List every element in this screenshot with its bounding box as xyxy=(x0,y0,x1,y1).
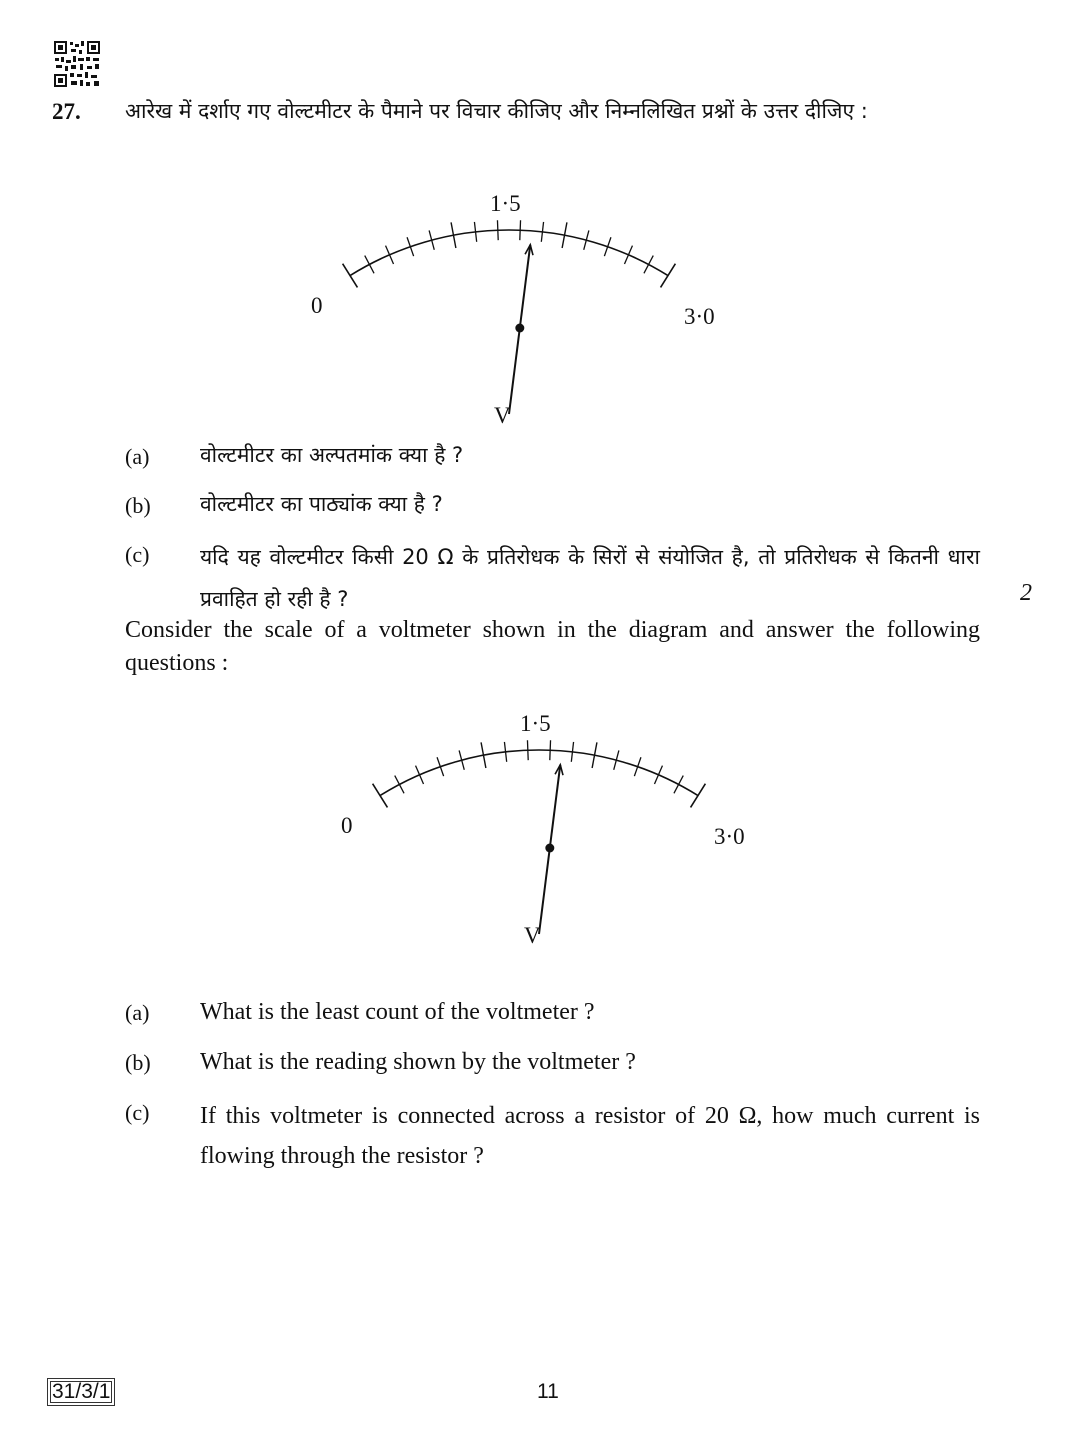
scale-arc xyxy=(350,230,668,276)
voltmeter-scale xyxy=(343,220,676,287)
question-intro-hindi: आरेख में दर्शाए गए वोल्टमीटर के पैमाने पर विचार कीजिए और निम्नलिखित प्रश्नों के उत्तर दीजिए : xyxy=(125,99,868,123)
scale-tick xyxy=(416,766,424,784)
question-number: 27. xyxy=(52,99,81,124)
question-item-a-hindi: वोल्टमीटर का अल्पतमांक क्या है ? xyxy=(200,443,464,467)
scale-arc xyxy=(380,750,698,796)
question-item-b-hindi: वोल्टमीटर का पाठ्यांक क्या है ? xyxy=(200,492,443,516)
scale-label-min: 0 xyxy=(311,293,323,318)
scale-tick xyxy=(520,220,521,240)
item-label: (a) xyxy=(125,444,150,469)
voltmeter-scale xyxy=(373,740,706,807)
question-item-a-english: What is the least count of the voltmeter ? xyxy=(200,999,595,1025)
scale-tick xyxy=(661,264,676,288)
pointer-pivot xyxy=(515,324,524,333)
question-intro-english: Consider the scale of a voltmeter shown in the diagram and answer the following questions : xyxy=(125,617,980,676)
scale-tick xyxy=(644,256,653,274)
page-number: 11 xyxy=(537,1380,559,1403)
item-label: (c) xyxy=(125,1100,150,1125)
scale-label-mid: 1·5 xyxy=(520,711,551,736)
scale-label-min: 0 xyxy=(341,813,353,838)
voltmeter-label-v: V xyxy=(524,923,541,948)
scale-tick xyxy=(624,246,632,264)
scale-tick xyxy=(386,246,394,264)
scale-label-max: 3·0 xyxy=(684,304,715,329)
scale-tick xyxy=(395,776,404,794)
item-label: (c) xyxy=(125,542,150,567)
scale-label-mid: 1·5 xyxy=(490,191,521,216)
question-item-b-english: What is the reading shown by the voltmeter ? xyxy=(200,1049,636,1075)
scale-label-max: 3·0 xyxy=(714,824,745,849)
voltmeter-diagram-hindi xyxy=(304,185,724,435)
scale-tick xyxy=(550,740,551,760)
scale-tick xyxy=(527,740,528,760)
scale-tick xyxy=(373,784,388,808)
item-label: (b) xyxy=(125,1050,151,1075)
qr-code-icon xyxy=(53,40,101,88)
question-item-c-english: If this voltmeter is connected across a resistor of 20 Ω, how much current is flowing through the resistor ? xyxy=(200,1103,980,1169)
scale-tick xyxy=(497,220,498,240)
scale-tick xyxy=(674,776,683,794)
voltmeter-label-v: V xyxy=(494,403,511,428)
voltmeter-diagram-english xyxy=(334,705,754,955)
pointer-pivot xyxy=(545,844,554,853)
item-label: (b) xyxy=(125,493,151,518)
question-item-c-hindi: यदि यह वोल्टमीटर किसी 20 Ω के प्रतिरोधक के सिरों से संयोजित है, तो प्रतिरोधक से कितनी धारा प्रवाहित हो रही है ? xyxy=(200,545,980,611)
scale-tick xyxy=(691,784,706,808)
paper-code: 31/3/1 xyxy=(47,1378,115,1406)
scale-tick xyxy=(343,264,358,288)
scale-tick xyxy=(365,256,374,274)
scale-tick xyxy=(654,766,662,784)
marks: 2 xyxy=(1020,580,1032,606)
item-label: (a) xyxy=(125,1000,150,1025)
